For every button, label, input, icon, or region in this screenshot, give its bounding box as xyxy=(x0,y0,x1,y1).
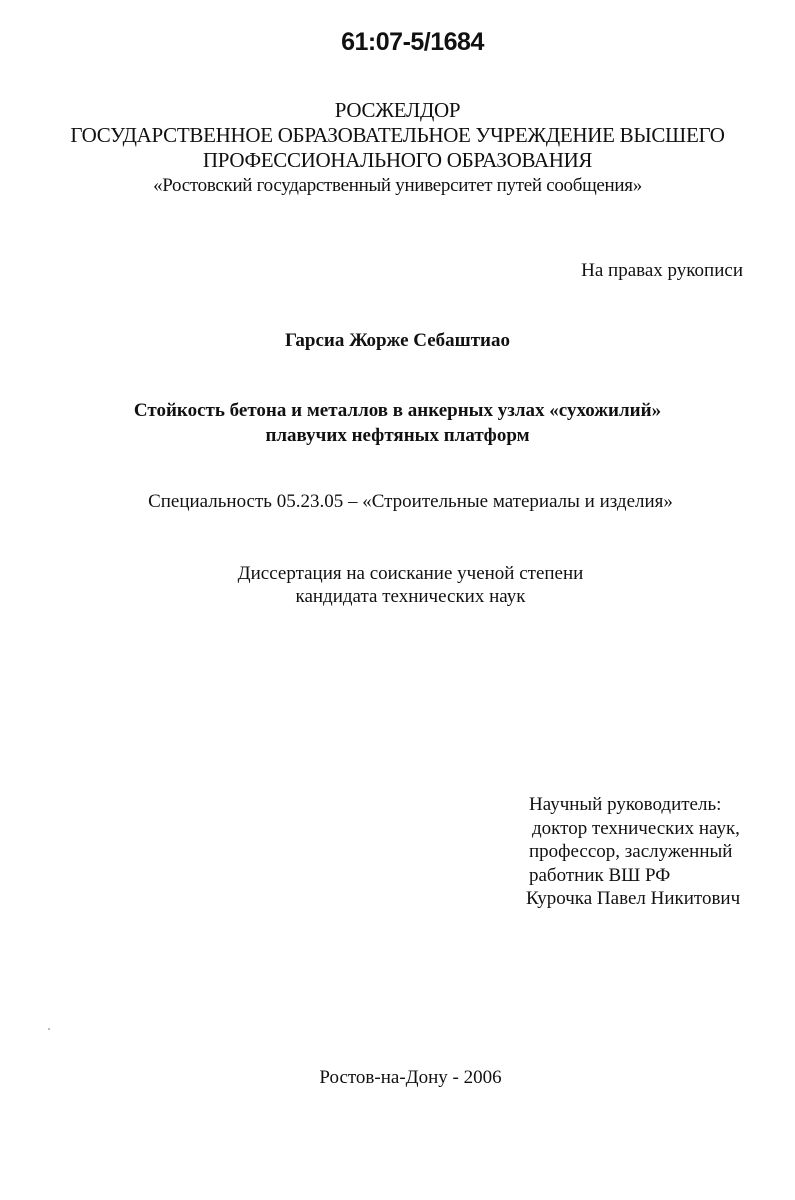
scan-speck xyxy=(48,1028,50,1030)
dissertation-title xyxy=(0,398,795,448)
specialty: Специальность 05.23.05 – «Строительные материалы и изделия» xyxy=(148,491,673,512)
supervisor-heading: Научный руководитель: xyxy=(529,794,722,815)
degree-statement xyxy=(0,562,795,608)
org-education-level: ПРОФЕССИОНАЛЬНОГО ОБРАЗОВАНИЯ xyxy=(202,148,593,172)
org-university-name: «Ростовский государственный университет путей сообщения» xyxy=(153,175,642,196)
manuscript-rights: На правах рукописи xyxy=(581,260,743,281)
title-line-1: Стойкость бетона и металлов в анкерных узлах «сухожилий» xyxy=(133,400,662,421)
degree-line-1: Диссертация на соискание ученой степени xyxy=(237,563,584,584)
supervisor-name: Курочка Павел Никитович xyxy=(526,888,741,909)
organization-header xyxy=(0,98,795,198)
org-institution-type: ГОСУДАРСТВЕННОЕ ОБРАЗОВАТЕЛЬНОЕ УЧРЕЖДЕНИЕ ВЫСШЕГО xyxy=(70,123,725,147)
author-name: Гарсиа Жорже Себаштиао xyxy=(285,330,510,351)
title-line-2: плавучих нефтяных платформ xyxy=(265,425,530,446)
degree-line-2: кандидата технических наук xyxy=(295,586,526,607)
supervisor-block xyxy=(526,793,740,911)
supervisor-honor: работник ВШ РФ xyxy=(529,864,671,886)
supervisor-title: профессор, заслуженный xyxy=(529,841,733,862)
supervisor-degree: доктор технических наук, xyxy=(532,817,740,839)
catalog-number: 61:07-5/1684 xyxy=(341,28,484,56)
city-year: Ростов-на-Дону - 2006 xyxy=(319,1067,502,1088)
org-agency: РОСЖЕЛДОР xyxy=(334,98,461,122)
